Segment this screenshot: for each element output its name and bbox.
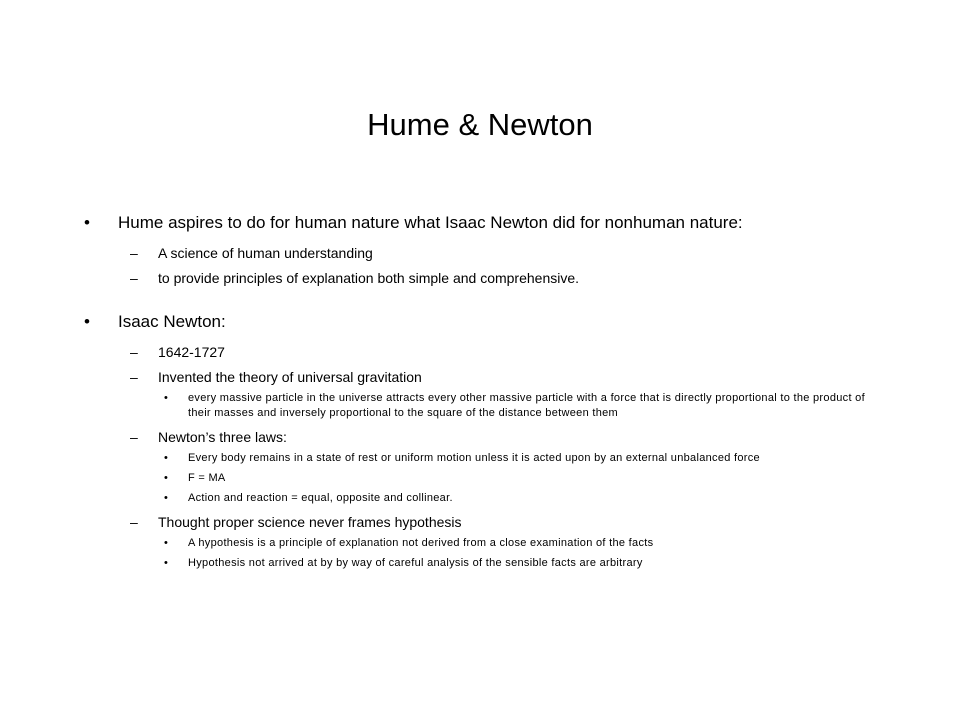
bullet-text: Isaac Newton: bbox=[118, 312, 226, 331]
dash-icon: – bbox=[130, 344, 138, 360]
bullet-level3 bbox=[84, 471, 884, 486]
bullet-level2 bbox=[84, 513, 884, 531]
bullet-icon: • bbox=[164, 537, 169, 549]
bullet-level1 bbox=[84, 311, 884, 333]
bullet-text: to provide principles of explanation both simple and comprehensive. bbox=[158, 270, 580, 286]
bullet-level2 bbox=[84, 269, 884, 287]
bullet-level2 bbox=[84, 428, 884, 446]
bullet-text: Hume aspires to do for human nature what Isaac Newton did for nonhuman nature: bbox=[118, 213, 743, 232]
bullet-icon: • bbox=[164, 557, 169, 569]
bullet-icon: • bbox=[164, 452, 169, 464]
dash-icon: – bbox=[130, 245, 138, 261]
bullet-text: 1642-1727 bbox=[158, 344, 225, 360]
bullet-level2 bbox=[84, 368, 884, 386]
bullet-level3 bbox=[84, 391, 884, 421]
bullet-level3 bbox=[84, 536, 884, 551]
bullet-text: Action and reaction = equal, opposite and collinear. bbox=[188, 492, 453, 504]
bullet-text: A science of human understanding bbox=[158, 245, 373, 261]
bullet-text: every massive particle in the universe attracts every other massive particle with a force that is directly proportional to the product of their masses and inversely proportional to the square of the distance between them bbox=[188, 392, 865, 419]
bullet-text: Invented the theory of universal gravitation bbox=[158, 369, 422, 385]
dash-icon: – bbox=[130, 429, 138, 445]
dash-icon: – bbox=[130, 369, 138, 385]
bullet-level2 bbox=[84, 244, 884, 262]
bullet-text: Hypothesis not arrived at by by way of careful analysis of the sensible facts are arbitrary bbox=[188, 557, 643, 569]
bullet-text: F = MA bbox=[188, 472, 226, 484]
bullet-level3 bbox=[84, 491, 884, 506]
dash-icon: – bbox=[130, 270, 138, 286]
bullet-icon: • bbox=[84, 213, 90, 232]
bullet-icon: • bbox=[84, 312, 90, 331]
bullet-text: Thought proper science never frames hypothesis bbox=[158, 514, 462, 530]
bullet-text: Newton’s three laws: bbox=[158, 429, 287, 445]
bullet-text: A hypothesis is a principle of explanation not derived from a close examination of the facts bbox=[188, 537, 654, 549]
bullet-icon: • bbox=[164, 492, 169, 504]
slide-title: Hume & Newton bbox=[367, 107, 593, 142]
bullet-level3 bbox=[84, 451, 884, 466]
bullet-text: Every body remains in a state of rest or uniform motion unless it is acted upon by an external unbalanced force bbox=[188, 452, 760, 464]
bullet-icon: • bbox=[164, 392, 169, 404]
bullet-icon: • bbox=[164, 472, 169, 484]
slide-body bbox=[84, 212, 884, 571]
bullet-level2 bbox=[84, 343, 884, 361]
bullet-level3 bbox=[84, 556, 884, 571]
bullet-level1 bbox=[84, 212, 884, 234]
dash-icon: – bbox=[130, 514, 138, 530]
